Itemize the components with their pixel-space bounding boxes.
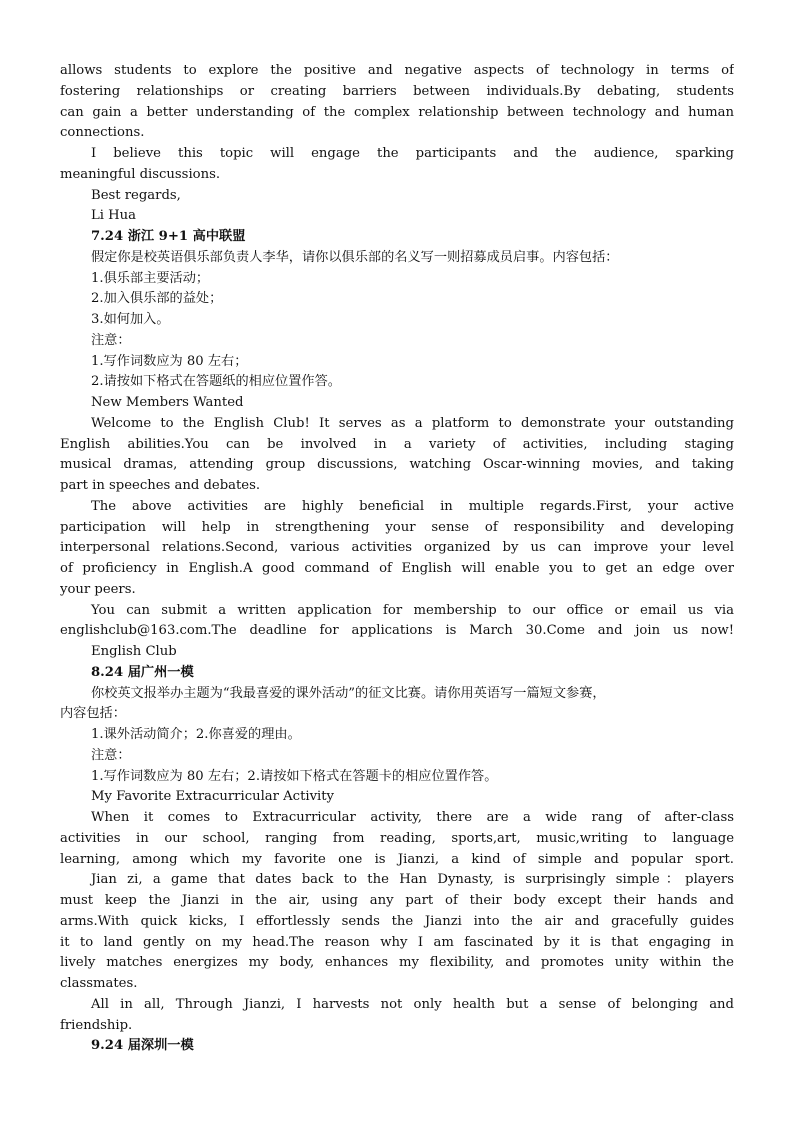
text-line: englishclub@163.com.The deadline for applications is March 30.Come and join us now! bbox=[60, 623, 734, 639]
text-line: When it comes to Extracurricular activity, there are a wide rang of after-class bbox=[91, 810, 734, 825]
text-line: 注意： bbox=[91, 747, 131, 763]
text-line: All in all, Through Jianzi, I harvests not only health but a sense of belonging and bbox=[91, 996, 734, 1012]
text-line: 你校英文报举办主题为“我最喜爱的课外活动”的征文比赛。请你用英语写一篇短文参赛， bbox=[91, 685, 606, 701]
text-line: part in speeches and debates. bbox=[60, 478, 261, 493]
text-line: meaningful discussions. bbox=[60, 166, 221, 182]
text-line: 2.加入俱乐部的益处； bbox=[91, 291, 223, 307]
text-line: lively matches energizes my body, enhances my flexibility, and promotes unity within the bbox=[60, 955, 734, 971]
text-line: 1.俱乐部主要活动； bbox=[91, 270, 210, 286]
text-line: learning, among which my favorite one is Jianzi, a kind of simple and popular sport. bbox=[60, 851, 734, 867]
text-line: interpersonal relations.Second, various activities organized by us can improve your level bbox=[60, 540, 734, 556]
text-line: I believe this topic will engage the participants and the audience, sparking bbox=[91, 146, 734, 161]
text-line: English abilities.You can be involved in a variety of activities, including staging bbox=[60, 436, 734, 452]
text-line: it to land gently on my head.The reason why I am fascinated by it is that engaging in bbox=[60, 934, 734, 950]
text-line: classmates. bbox=[60, 976, 138, 991]
text-line: The above activities are highly beneficial in multiple regards.First, your active bbox=[91, 498, 734, 514]
text-line: 1.写作词数应为 80 左右； bbox=[91, 353, 248, 369]
text-line: of proficiency in English.A good command of English will enable you to get an edge over bbox=[60, 561, 734, 576]
text-line: can gain a better understanding of the complex relationship between technology and human bbox=[60, 104, 734, 120]
text-line: 假定你是校英语俱乐部负责人李华，请你以俱乐部的名义写一则招募成员启事。内容包括： bbox=[91, 249, 619, 265]
text-line: Welcome to the English Club! It serves as a platform to demonstrate your outstanding bbox=[91, 415, 734, 431]
text-line: allows students to explore the positive and negative aspects of technology in terms of bbox=[60, 63, 734, 78]
text-line: You can submit a written application for membership to our office or email us via bbox=[91, 602, 734, 618]
text-line: participation will help in strengthening your sense of responsibility and developing bbox=[60, 519, 734, 535]
text-line: 3.如何加入。 bbox=[91, 312, 170, 327]
text-line: 1.写作词数应为 80 左右；2.请按如下格式在答题卡的相应位置作答。 bbox=[91, 768, 498, 784]
text-line: 注意： bbox=[91, 332, 131, 348]
text-line: musical dramas, attending group discussions, watching Oscar-winning movies, and taking bbox=[60, 457, 734, 473]
text-line: your peers. bbox=[60, 581, 136, 597]
text-line: My Favorite Extracurricular Activity bbox=[91, 789, 335, 805]
text-line: English Club bbox=[91, 644, 177, 659]
document-body bbox=[60, 61, 734, 1057]
text-line: connections. bbox=[60, 125, 145, 141]
text-line: 2.请按如下格式在答题纸的相应位置作答。 bbox=[91, 374, 341, 390]
text-line: Li Hua bbox=[91, 208, 137, 224]
text-line: friendship. bbox=[60, 1017, 133, 1033]
section-heading: 7.24 浙江 9+1 高中联盟 bbox=[91, 229, 246, 244]
text-line: New Members Wanted bbox=[91, 395, 244, 410]
text-line: arms.With quick kicks, I effortlessly sends the Jianzi into the air and gracefully guides bbox=[60, 913, 734, 929]
text-line: activities in our school, ranging from reading, sports,art, music,writing to language bbox=[60, 830, 734, 846]
section-heading: 9.24 届深圳一模 bbox=[91, 1038, 194, 1054]
text-line: 内容包括： bbox=[60, 706, 126, 722]
text-line: must keep the Jianzi in the air, using any part of their body except their hands and bbox=[60, 893, 734, 908]
text-line: Best regards, bbox=[91, 187, 181, 203]
text-line: fostering relationships or creating barriers between individuals.By debating, students bbox=[60, 83, 734, 99]
section-heading: 8.24 届广州一模 bbox=[91, 664, 194, 680]
text-line: Jian zi, a game that dates back to the Han Dynasty, is surprisingly simple：players bbox=[91, 872, 734, 888]
text-line: 1.课外活动简介；2.你喜爱的理由。 bbox=[91, 727, 301, 742]
